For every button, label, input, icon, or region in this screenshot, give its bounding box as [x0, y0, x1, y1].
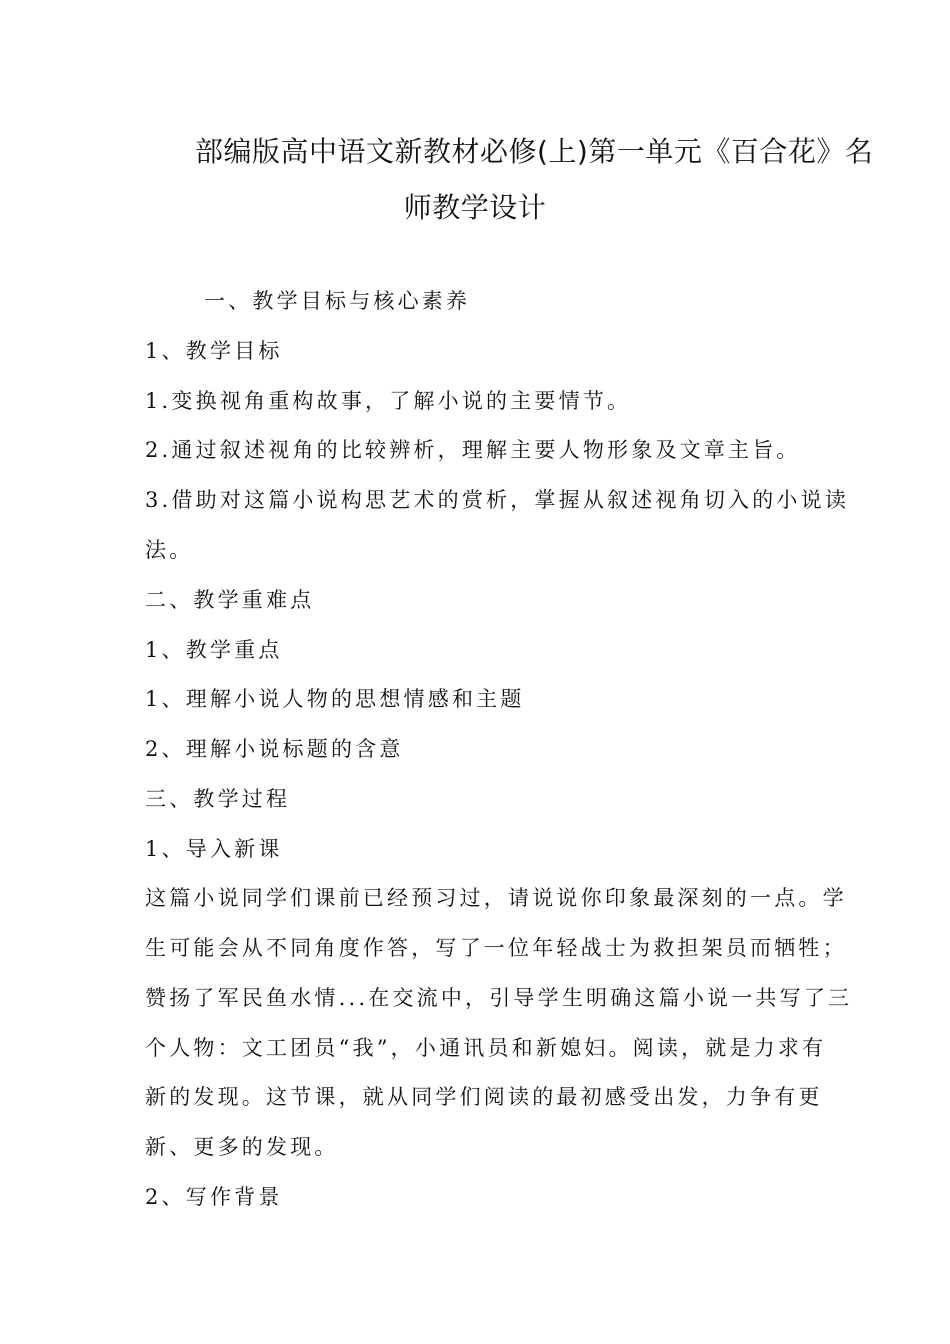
- objective-item-3-continued: 法。: [145, 538, 194, 562]
- subheading-objectives: 1、教学目标: [145, 339, 283, 363]
- subheading-key-points: 1、教学重点: [145, 638, 283, 662]
- paragraph-line: 新的发现。这节课，就从同学们阅读的最初感受出发，力争有更: [145, 1085, 823, 1109]
- paragraph-line: 个人物：文工团员“我”，小通讯员和新媳妇。阅读，就是力求有: [145, 1036, 827, 1060]
- objective-item-3: 3.借助对这篇小说构思艺术的赏析，掌握从叙述视角切入的小说读: [145, 488, 850, 512]
- section-heading-2: 二、教学重难点: [145, 588, 315, 612]
- section-heading-1: 一、教学目标与核心素养: [204, 289, 471, 313]
- section-heading-3: 三、教学过程: [145, 787, 291, 811]
- paragraph-line: 赞扬了军民鱼水情...在交流中，引导学生明确这篇小说一共写了三: [145, 986, 853, 1010]
- subheading-background: 2、写作背景: [145, 1185, 283, 1209]
- subheading-introduction: 1、导入新课: [145, 837, 283, 861]
- paragraph-line: 生可能会从不同角度作答，写了一位年轻战士为救担架员而牺牲；: [145, 936, 847, 960]
- paragraph-line: 新、更多的发现。: [145, 1135, 339, 1159]
- title-line-1: 部编版高中语文新教材必修(上)第一单元《百合花》名: [195, 135, 874, 168]
- document-title: [145, 124, 874, 236]
- objective-item-1: 1.变换视角重构故事，了解小说的主要情节。: [145, 389, 632, 413]
- title-line-2: 师教学设计: [403, 191, 547, 224]
- objective-item-2: 2.通过叙述视角的比较辨析，理解主要人物形象及文章主旨。: [145, 438, 801, 462]
- key-point-item-2: 2、理解小说标题的含意: [145, 737, 404, 761]
- key-point-item-1: 1、理解小说人物的思想情感和主题: [145, 687, 525, 711]
- paragraph-line: 这篇小说同学们课前已经预习过，请说说你印象最深刻的一点。学: [145, 886, 847, 910]
